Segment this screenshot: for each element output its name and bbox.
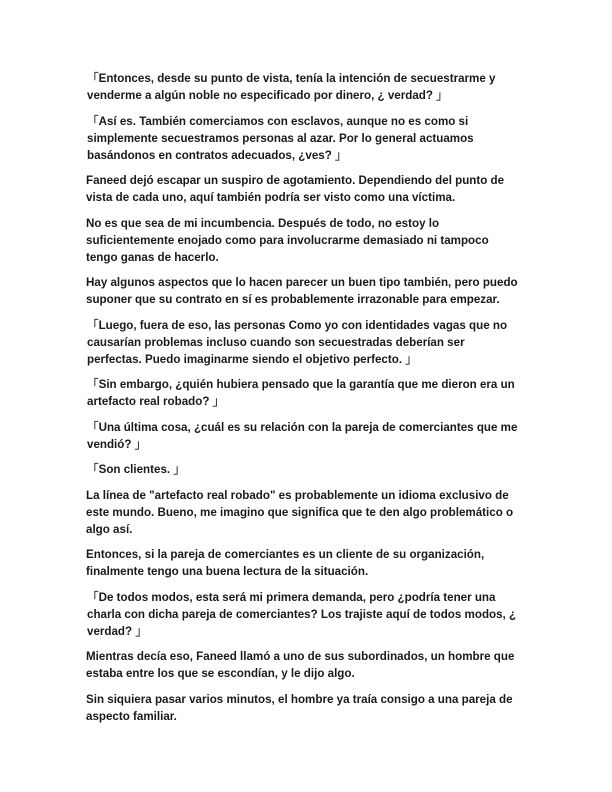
paragraph-3: Faneed dejó escapar un suspiro de agotamiento. Dependiendo del punto de vista de cada uno, aquí también podría ser visto como una víctima. [86,174,505,204]
text-body [86,70,522,733]
paragraph-14: Sin siquiera pasar varios minutos, el hombre ya traía consigo a una pareja de aspecto familiar. [86,692,513,723]
paragraph-5: Hay algunos aspectos que lo hacen parecer un buen tipo también, pero puedo suponer que su contrato en sí es probablemente irrazonable para empezar. [86,276,518,306]
paragraph-4: No es que sea de mi incumbencia. Después de todo, no estoy lo suficientemente enojado como para involucrarme demasiado ni tampoco tengo ganas de hacerlo. [86,216,489,264]
paragraph-8: 「Una última cosa, ¿cuál es su relación con la pareja de comerciantes que me vendió? 」 [87,420,518,451]
paragraph-13: Mientras decía eso, Faneed llamó a uno de sus subordinados, un hombre que estaba entre los que se escondían, y le dijo algo. [86,650,515,680]
paragraph-1: 「Entonces, desde su punto de vista, tenía la intención de secuestrarme y venderme a algún noble no especificado por dinero, ¿ verdad? 」 [87,72,496,102]
paragraph-12: 「De todos modos, esta será mi primera demanda, pero ¿podría tener una charla con dicha pareja de comerciantes? Los trajiste aquí de todos modos, ¿ verdad? 」 [87,590,517,638]
paragraph-10: La línea de "artefacto real robado" es probablemente un idioma exclusivo de este mundo. Bueno, me imagino que significa que te den algo problemático o algo así. [86,488,514,536]
paragraph-11: Entonces, si la pareja de comerciantes es un cliente de su organización, finalmente tengo una buena lectura de la situación. [86,548,485,578]
paragraph-2: 「Así es. También comerciamos con esclavos, aunque no es como si simplemente secuestramos personas al azar. Por lo general actuamos basándonos en contratos adecuados, ¿ves? 」 [87,114,474,162]
paragraph-6: 「Luego, fuera de eso, las personas Como yo con identidades vagas que no causarían problemas incluso cuando son secuestradas deberían ser perfectas. Puedo imaginarme siendo el objetivo perfecto. 」 [87,318,508,366]
paragraph-7: 「Sin embargo, ¿quién hubiera pensado que la garantía que me dieron era un artefacto real robado? 」 [87,378,515,408]
paragraph-9: 「Son clientes. 」 [87,463,185,476]
